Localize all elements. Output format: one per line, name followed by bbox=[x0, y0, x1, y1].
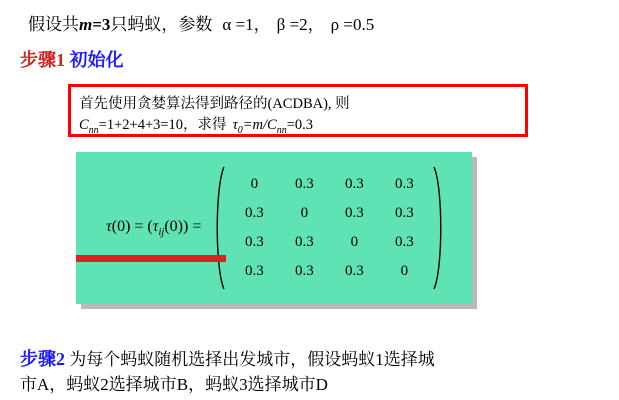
matrix-ij-subscript: ij bbox=[158, 227, 165, 239]
matrix-tau: τ bbox=[106, 217, 112, 235]
matrix-cell: 0.3 bbox=[394, 234, 414, 250]
note-line-1: 首先使用贪婪算法得到路径的(ACDBA), 则 bbox=[79, 96, 350, 112]
matrix-label bbox=[106, 218, 201, 238]
param-beta: β =2， bbox=[276, 15, 325, 34]
note-box bbox=[68, 84, 528, 137]
red-highlight-bar bbox=[76, 255, 226, 262]
param-m-var: m bbox=[79, 15, 93, 34]
step1-label: 步骤1 bbox=[20, 50, 65, 70]
matrix-label-rest: (0) = ( bbox=[111, 217, 153, 235]
matrix-cell: 0.3 bbox=[344, 205, 364, 221]
note-tau-symbol: τ bbox=[232, 117, 238, 133]
matrix-cell: 0.3 bbox=[344, 263, 364, 279]
matrix-tau-2: τ bbox=[152, 217, 159, 235]
matrix-cell: 0.3 bbox=[394, 176, 414, 192]
param-rho: ρ =0.5 bbox=[330, 15, 375, 34]
param-mid: 只蚂蚁，参数 bbox=[110, 15, 213, 34]
parameter-line bbox=[28, 10, 374, 35]
note-line-2 bbox=[79, 113, 313, 136]
step2-block bbox=[20, 347, 600, 397]
matrix-cell: 0.3 bbox=[294, 176, 314, 192]
step2-line-2: 市A，蚂蚁2选择城市B，蚂蚁3选择城市D bbox=[20, 375, 328, 394]
note-c-subscript: nn bbox=[88, 124, 99, 136]
matrix-panel bbox=[76, 152, 472, 304]
matrix-cell: 0.3 bbox=[244, 234, 264, 250]
param-prefix: 假设共 bbox=[28, 15, 79, 34]
matrix-cell: 0.3 bbox=[344, 176, 364, 192]
matrix-cell: 0.3 bbox=[294, 263, 314, 279]
note-tau-expr: =m/C bbox=[242, 117, 277, 133]
matrix-cell: 0.3 bbox=[244, 263, 264, 279]
matrix-label-end: (0)) = bbox=[164, 217, 202, 235]
left-paren-icon bbox=[211, 165, 227, 291]
matrix-cell: 0.3 bbox=[244, 205, 264, 221]
matrix-cell: 0.3 bbox=[394, 205, 414, 221]
note-tau-subscript: 0 bbox=[237, 124, 243, 136]
note-c-value: =1+2+4+3=10，求得 bbox=[98, 117, 227, 133]
matrix-cell: 0 bbox=[350, 234, 359, 250]
matrix-brackets bbox=[211, 165, 447, 291]
step2-line-1 bbox=[20, 347, 600, 372]
param-m-value: =3 bbox=[92, 15, 111, 34]
matrix-cell: 0 bbox=[400, 263, 409, 279]
note-tau-expr-sub: nn bbox=[276, 124, 287, 136]
matrix-cell: 0 bbox=[300, 205, 309, 221]
matrix-cell: 0.3 bbox=[294, 234, 314, 250]
step1-heading bbox=[20, 46, 124, 72]
step1-text: 初始化 bbox=[65, 50, 124, 70]
step2-text-1: 为每个蚂蚁随机选择出发城市，假设蚂蚁1选择城 bbox=[65, 350, 435, 369]
matrix-cell: 0 bbox=[250, 176, 259, 192]
matrix-grid bbox=[229, 170, 429, 286]
note-c-symbol: C bbox=[79, 117, 89, 133]
param-alpha: α =1， bbox=[222, 15, 271, 34]
note-tau-result: =0.3 bbox=[286, 117, 314, 133]
step2-label: 步骤2 bbox=[20, 349, 65, 369]
right-paren-icon bbox=[431, 165, 447, 291]
